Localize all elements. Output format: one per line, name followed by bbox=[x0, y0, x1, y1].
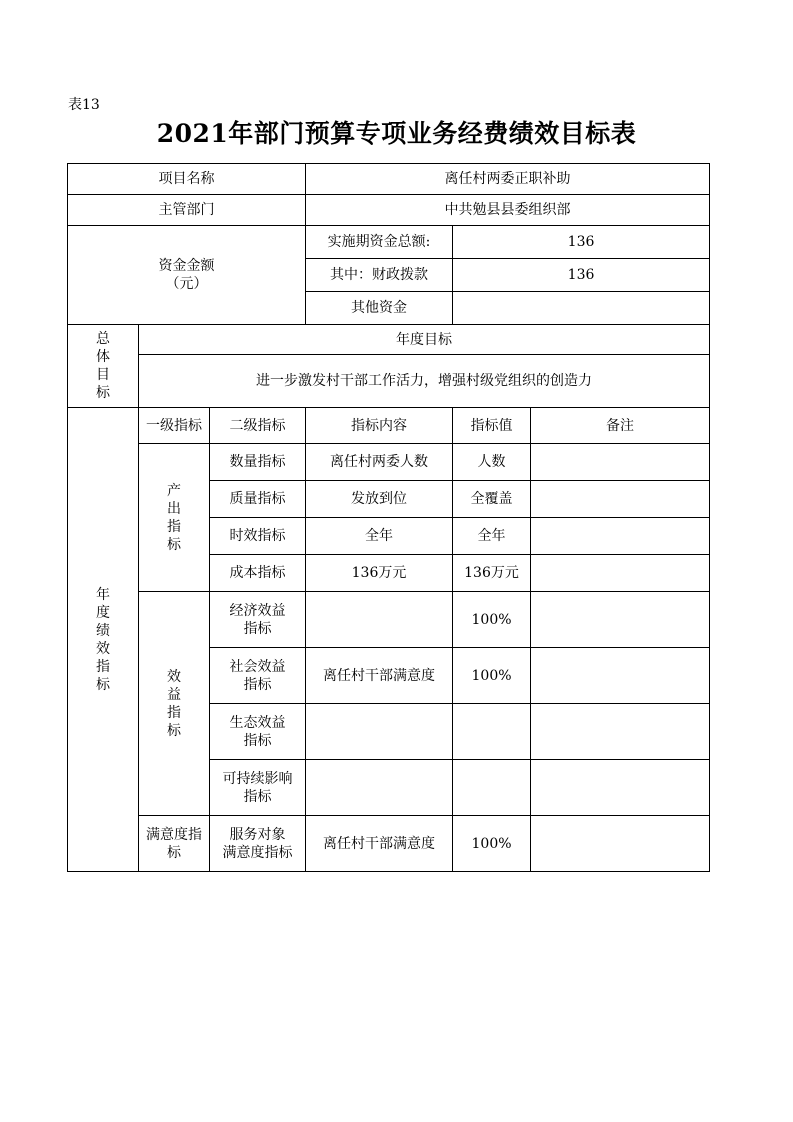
level2-line: 指标 bbox=[243, 732, 272, 749]
header-level2: 二级指标 bbox=[210, 408, 306, 444]
remark-cell bbox=[531, 481, 710, 518]
value-cell bbox=[453, 760, 531, 816]
remark-cell bbox=[531, 816, 710, 872]
level2-line: 指标 bbox=[243, 788, 272, 805]
value-cell: 100% bbox=[453, 648, 531, 704]
fiscal-allocation-label: 其中：财政拨款 bbox=[306, 259, 453, 292]
header-level1: 一级指标 bbox=[139, 408, 210, 444]
annual-goal-text-row bbox=[68, 355, 710, 408]
performance-char: 度 bbox=[96, 604, 110, 621]
fund-amount-label bbox=[68, 226, 306, 325]
level2-line: 生态效益 bbox=[229, 714, 286, 731]
other-fund-value bbox=[453, 292, 710, 325]
level2-cell bbox=[210, 760, 306, 816]
level2-cell: 时效指标 bbox=[210, 518, 306, 555]
level1-line: 标 bbox=[167, 844, 181, 861]
output-char: 指 bbox=[167, 518, 181, 535]
level2-cell: 数量指标 bbox=[210, 444, 306, 481]
fiscal-allocation-value: 136 bbox=[453, 259, 710, 292]
overall-goal-char: 标 bbox=[96, 385, 110, 401]
department-row bbox=[68, 195, 710, 226]
page-title: 2021年部门预算专项业务经费绩效目标表 bbox=[156, 119, 637, 148]
project-name-value: 离任村两委正职补助 bbox=[306, 164, 710, 195]
value-cell: 100% bbox=[453, 816, 531, 872]
annual-goal-text: 进一步激发村干部工作活力，增强村级党组织的创造力 bbox=[139, 355, 710, 408]
performance-char: 绩 bbox=[96, 622, 110, 639]
content-cell: 离任村两委人数 bbox=[306, 444, 453, 481]
fund-amount-label-line1: 资金金额 bbox=[158, 258, 215, 274]
level2-cell bbox=[210, 704, 306, 760]
annual-goal-label: 年度目标 bbox=[139, 325, 710, 355]
performance-char: 标 bbox=[96, 676, 110, 693]
project-name-row bbox=[68, 164, 710, 195]
satisfaction-indicator-label bbox=[139, 816, 210, 872]
performance-char: 年 bbox=[96, 586, 110, 603]
benefit-char: 标 bbox=[167, 722, 181, 739]
table-row bbox=[68, 444, 710, 481]
fund-amount-label-line2: （元） bbox=[165, 276, 208, 292]
overall-goal-char: 目 bbox=[96, 367, 110, 383]
output-char: 标 bbox=[167, 536, 181, 553]
remark-cell bbox=[531, 760, 710, 816]
benefit-char: 益 bbox=[167, 686, 181, 703]
level2-cell: 成本指标 bbox=[210, 555, 306, 592]
level2-cell bbox=[210, 592, 306, 648]
header-content: 指标内容 bbox=[306, 408, 453, 444]
total-fund-value: 136 bbox=[453, 226, 710, 259]
remark-cell bbox=[531, 592, 710, 648]
overall-goal-label bbox=[68, 325, 139, 408]
table-row bbox=[68, 816, 710, 872]
level2-line: 满意度指标 bbox=[222, 844, 293, 861]
table-row bbox=[68, 592, 710, 648]
department-label: 主管部门 bbox=[68, 195, 306, 226]
indicator-header-row bbox=[68, 408, 710, 444]
performance-char: 指 bbox=[96, 658, 110, 675]
remark-cell bbox=[531, 648, 710, 704]
output-char: 出 bbox=[167, 500, 181, 517]
content-cell bbox=[306, 592, 453, 648]
content-cell bbox=[306, 760, 453, 816]
remark-cell bbox=[531, 444, 710, 481]
overall-goal-char: 体 bbox=[96, 349, 110, 365]
project-name-label: 项目名称 bbox=[68, 164, 306, 195]
fund-total-row bbox=[68, 226, 710, 259]
annual-performance-label bbox=[68, 408, 139, 872]
value-cell: 136万元 bbox=[453, 555, 531, 592]
table-number: 表13 bbox=[68, 97, 100, 113]
benefit-indicator-label bbox=[139, 592, 210, 816]
output-indicator-label bbox=[139, 444, 210, 592]
value-cell bbox=[453, 704, 531, 760]
output-char: 产 bbox=[167, 482, 181, 499]
level2-line: 可持续影响 bbox=[222, 770, 293, 787]
remark-cell bbox=[531, 518, 710, 555]
content-cell: 发放到位 bbox=[306, 481, 453, 518]
remark-cell bbox=[531, 555, 710, 592]
level2-line: 指标 bbox=[243, 620, 272, 637]
annual-goal-header-row bbox=[68, 325, 710, 355]
content-cell: 全年 bbox=[306, 518, 453, 555]
benefit-char: 效 bbox=[167, 668, 181, 685]
performance-char: 效 bbox=[96, 640, 110, 657]
header-remark: 备注 bbox=[531, 408, 710, 444]
total-fund-label: 实施期资金总额: bbox=[306, 226, 453, 259]
level2-cell bbox=[210, 648, 306, 704]
header-value: 指标值 bbox=[453, 408, 531, 444]
value-cell: 人数 bbox=[453, 444, 531, 481]
value-cell: 全年 bbox=[453, 518, 531, 555]
content-cell: 离任村干部满意度 bbox=[306, 648, 453, 704]
level2-cell: 质量指标 bbox=[210, 481, 306, 518]
content-cell: 离任村干部满意度 bbox=[306, 816, 453, 872]
value-cell: 100% bbox=[453, 592, 531, 648]
other-fund-label: 其他资金 bbox=[306, 292, 453, 325]
level2-line: 指标 bbox=[243, 676, 272, 693]
level2-line: 社会效益 bbox=[229, 658, 286, 675]
content-cell: 136万元 bbox=[306, 555, 453, 592]
overall-goal-char: 总 bbox=[96, 331, 110, 347]
level1-line: 满意度指 bbox=[146, 826, 202, 843]
level2-line: 经济效益 bbox=[229, 602, 286, 619]
department-value: 中共勉县县委组织部 bbox=[306, 195, 710, 226]
level2-cell bbox=[210, 816, 306, 872]
benefit-char: 指 bbox=[167, 704, 181, 721]
performance-goal-table bbox=[67, 163, 710, 872]
content-cell bbox=[306, 704, 453, 760]
value-cell: 全覆盖 bbox=[453, 481, 531, 518]
remark-cell bbox=[531, 704, 710, 760]
level2-line: 服务对象 bbox=[229, 826, 286, 843]
